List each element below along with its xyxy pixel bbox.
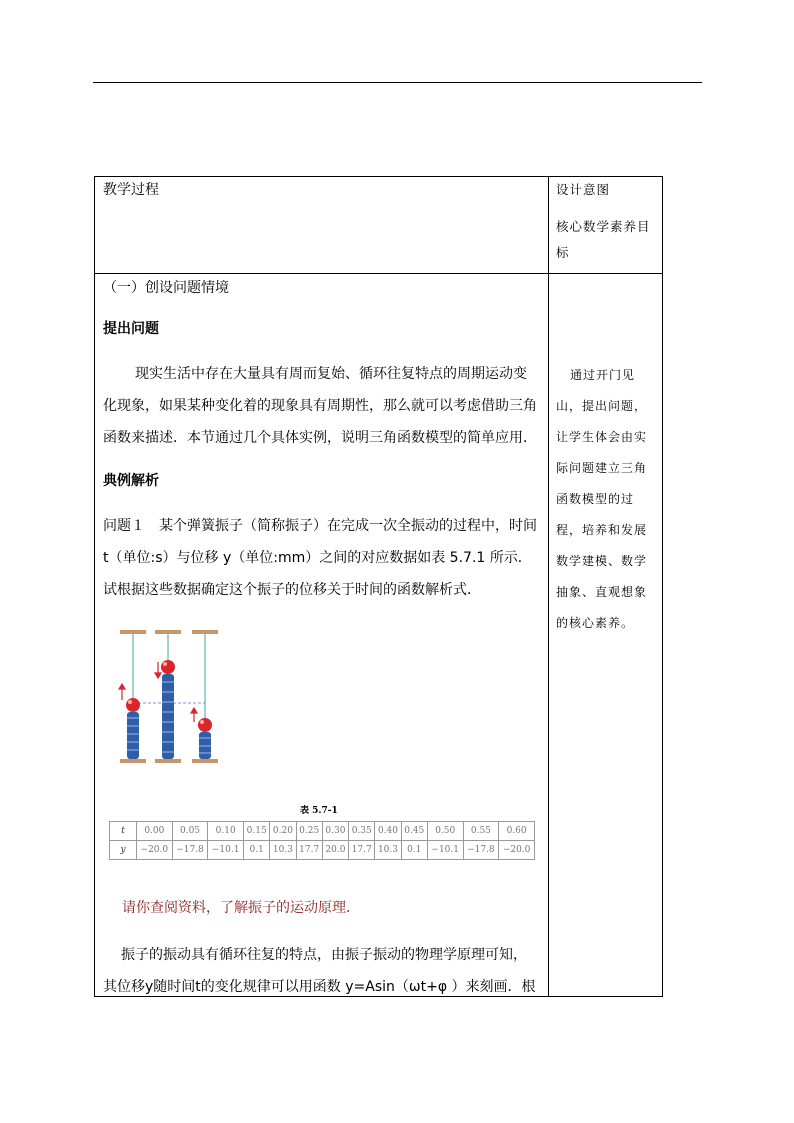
- y-cell: 20.0: [322, 841, 348, 860]
- y-cell: 10.3: [375, 841, 401, 860]
- data-table: [109, 821, 535, 860]
- t-cell: 0.50: [427, 822, 463, 841]
- t-cell: 0.05: [172, 822, 208, 841]
- t-cell: 0.45: [401, 822, 427, 841]
- t-label: t: [110, 822, 137, 841]
- y-label: y: [110, 841, 137, 860]
- t-row: [110, 822, 535, 841]
- spring-oscillator-diagram: [110, 626, 230, 771]
- t-cell: 0.35: [349, 822, 375, 841]
- header-row-divider: [94, 273, 663, 274]
- prompt-text: 请你查阅资料，了解振子的运动原理．: [122, 900, 360, 916]
- design-intent-text: 通过开门见山，提出问题，让学生体会由实际问题建立三角函数模型的过程，培养和发展数学建模、数学抽象、直观想象的核心素养。: [556, 368, 648, 630]
- section-title: （一）创设问题情境: [103, 280, 229, 296]
- t-cell: 0.20: [270, 822, 296, 841]
- y-cell: −10.1: [208, 841, 244, 860]
- y-cell: −20.0: [137, 841, 173, 860]
- col-left-header: 教学过程: [103, 182, 159, 198]
- y-cell: −20.0: [499, 841, 535, 860]
- t-cell: 0.25: [296, 822, 322, 841]
- column-divider: [548, 176, 549, 997]
- data-table-caption: 表 5.7-1: [300, 806, 338, 816]
- y-cell: 0.1: [244, 841, 270, 860]
- t-cell: 0.30: [322, 822, 348, 841]
- heading-pose-question: 提出问题: [103, 321, 159, 337]
- t-cell: 0.40: [375, 822, 401, 841]
- y-cell: 17.7: [349, 841, 375, 860]
- header-rule: [93, 82, 702, 83]
- y-cell: −17.8: [463, 841, 499, 860]
- explanation-paragraph: 振子的振动具有循环往复的特点，由振子振动的物理学原理可知，其位移y随时间t的变化规律可以用函数 y=Asin（ωt+φ ）来刻画．根: [103, 947, 536, 995]
- t-cell: 0.10: [208, 822, 244, 841]
- t-cell: 0.60: [499, 822, 535, 841]
- y-cell: 0.1: [401, 841, 427, 860]
- intro-paragraph: 现实生活中存在大量具有周而复始、循环往复特点的周期运动变化现象，如果某种变化着的现象具有周期性，那么就可以考虑借助三角函数来描述．本节通过几个具体实例，说明三角函数模型的简单应用．: [103, 366, 537, 446]
- y-cell: 10.3: [270, 841, 296, 860]
- heading-example-analysis: 典例解析: [103, 473, 159, 489]
- t-cell: 0.00: [137, 822, 173, 841]
- y-cell: −10.1: [427, 841, 463, 860]
- col-right-subheader: 核心数学素养目标: [556, 219, 651, 260]
- col-right-header: 设计意图: [556, 182, 611, 197]
- y-row: [110, 841, 535, 860]
- problem-1-text: 问题１ 某个弹簧振子（简称振子）在完成一次全振动的过程中，时间t（单位:s）与位移 y（单位:mm）之间的对应数据如表 5.7.1 所示．试根据这些数据确定这个振子的位移关于时间的函数解析式．: [103, 518, 537, 598]
- t-cell: 0.15: [244, 822, 270, 841]
- y-cell: 17.7: [296, 841, 322, 860]
- y-cell: −17.8: [172, 841, 208, 860]
- t-cell: 0.55: [463, 822, 499, 841]
